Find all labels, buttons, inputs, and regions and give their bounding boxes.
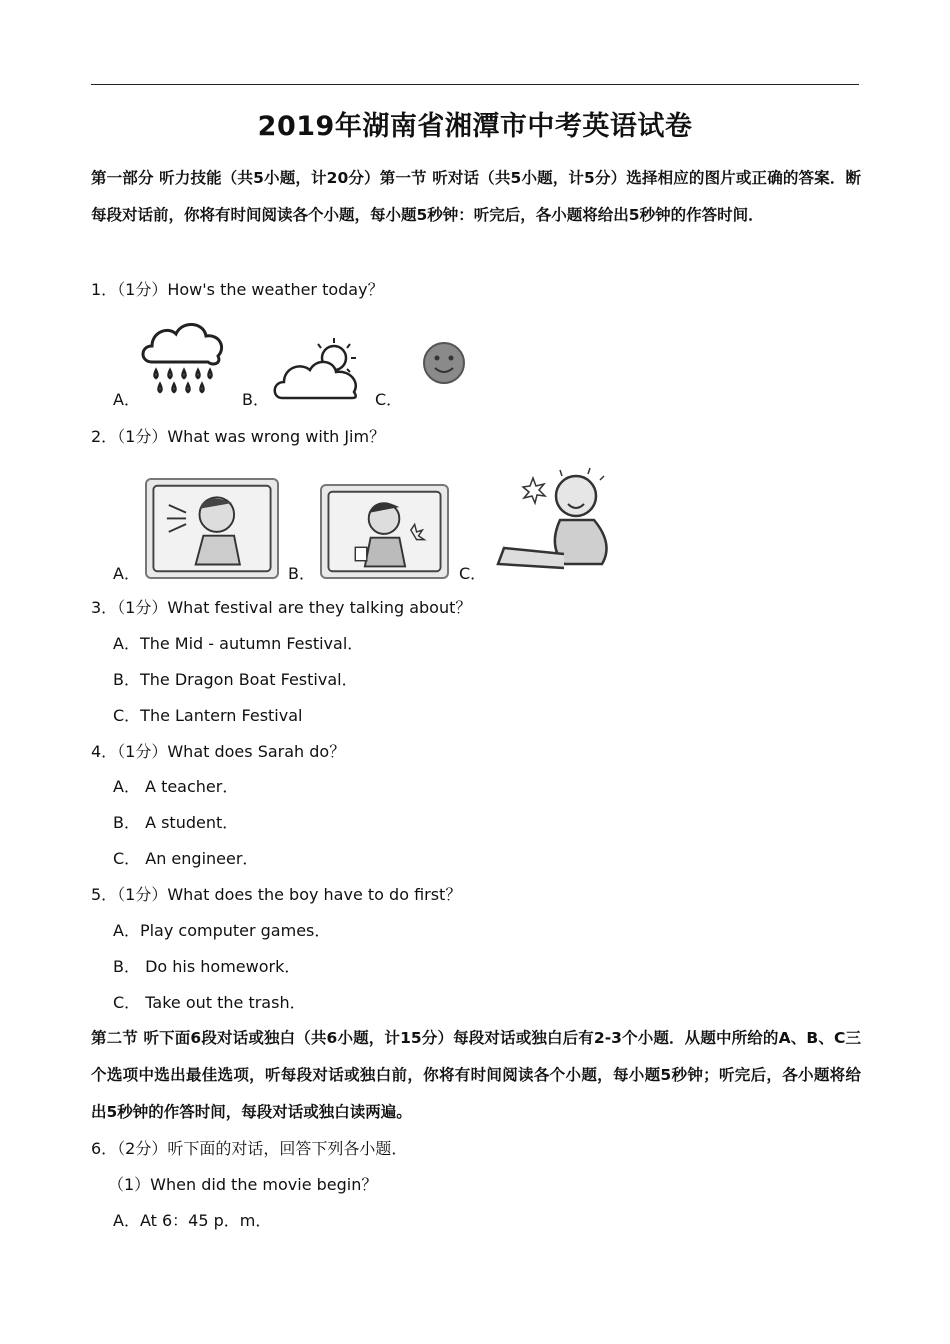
question-3-option-c[interactable]: C．The Lantern Festival bbox=[113, 706, 303, 725]
question-4-option-a[interactable]: A． A teacher． bbox=[113, 777, 239, 796]
question-2-option-a[interactable]: A． bbox=[113, 564, 140, 583]
question-4-stem: 4．（1分）What does Sarah do？ bbox=[91, 742, 346, 761]
boy-hurt-icon bbox=[320, 484, 449, 579]
question-4-option-c[interactable]: C． An engineer． bbox=[113, 849, 259, 868]
question-6-sub-1: （1）When did the movie begin？ bbox=[108, 1175, 378, 1194]
question-3-option-a[interactable]: A．The Mid - autumn Festival． bbox=[113, 634, 364, 653]
boy-fallen-icon bbox=[490, 464, 636, 577]
question-6-option-a[interactable]: A．At 6：45 p．m． bbox=[113, 1211, 272, 1230]
part1-intro: 第一部分 听力技能（共5小题，计20分）第一节 听对话（共5小题，计5分）选择相应的图片或正确的答案．断每段对话前，你将有时间阅读各个小题，每小题5秒钟：听完后，各小题将给出5秒钟的作答时间． bbox=[91, 169, 861, 224]
question-1-option-b[interactable]: B． bbox=[242, 390, 269, 409]
question-5-option-c[interactable]: C． Take out the trash． bbox=[113, 993, 306, 1012]
section2-intro: 第二节 听下面6段对话或独白（共6小题，计15分）每段对话或独白后有2-3个小题．从题中所给的A、B、C三个选项中选出最佳选项，听每段对话或独白前，你将有时间阅读各个小题，每小题5秒钟；听完后，各小题将给出5秒钟的作答时间，每段对话或独白读两遍。 bbox=[91, 1029, 861, 1121]
question-1-option-c[interactable]: C． bbox=[375, 390, 403, 409]
smiling-moon-icon bbox=[420, 340, 468, 386]
question-2-option-b[interactable]: B． bbox=[288, 564, 315, 583]
question-2-stem: 2．（1分）What was wrong with Jim？ bbox=[91, 427, 386, 446]
question-3-stem: 3．（1分）What festival are they talking about？ bbox=[91, 598, 472, 617]
question-4-option-b[interactable]: B． A student． bbox=[113, 813, 239, 832]
question-6-stem: 6．（2分）听下面的对话，回答下列各小题． bbox=[91, 1139, 408, 1158]
question-1-option-a[interactable]: A． bbox=[113, 390, 140, 409]
page-title: 2019年湖南省湘潭市中考英语试卷 bbox=[257, 111, 693, 142]
question-3-option-b[interactable]: B．The Dragon Boat Festival． bbox=[113, 670, 358, 689]
question-5-option-a[interactable]: A．Play computer games． bbox=[113, 921, 331, 940]
question-5-option-b[interactable]: B． Do his homework． bbox=[113, 957, 301, 976]
rain-cloud-icon bbox=[138, 318, 228, 400]
sun-cloud-icon bbox=[272, 336, 366, 402]
top-rule bbox=[91, 84, 859, 85]
question-5-stem: 5．（1分）What does the boy have to do first？ bbox=[91, 885, 462, 904]
question-2-option-c[interactable]: C． bbox=[459, 564, 487, 583]
question-1-stem: 1．（1分）How's the weather today？ bbox=[91, 280, 384, 299]
boy-sneezing-icon bbox=[145, 478, 279, 579]
